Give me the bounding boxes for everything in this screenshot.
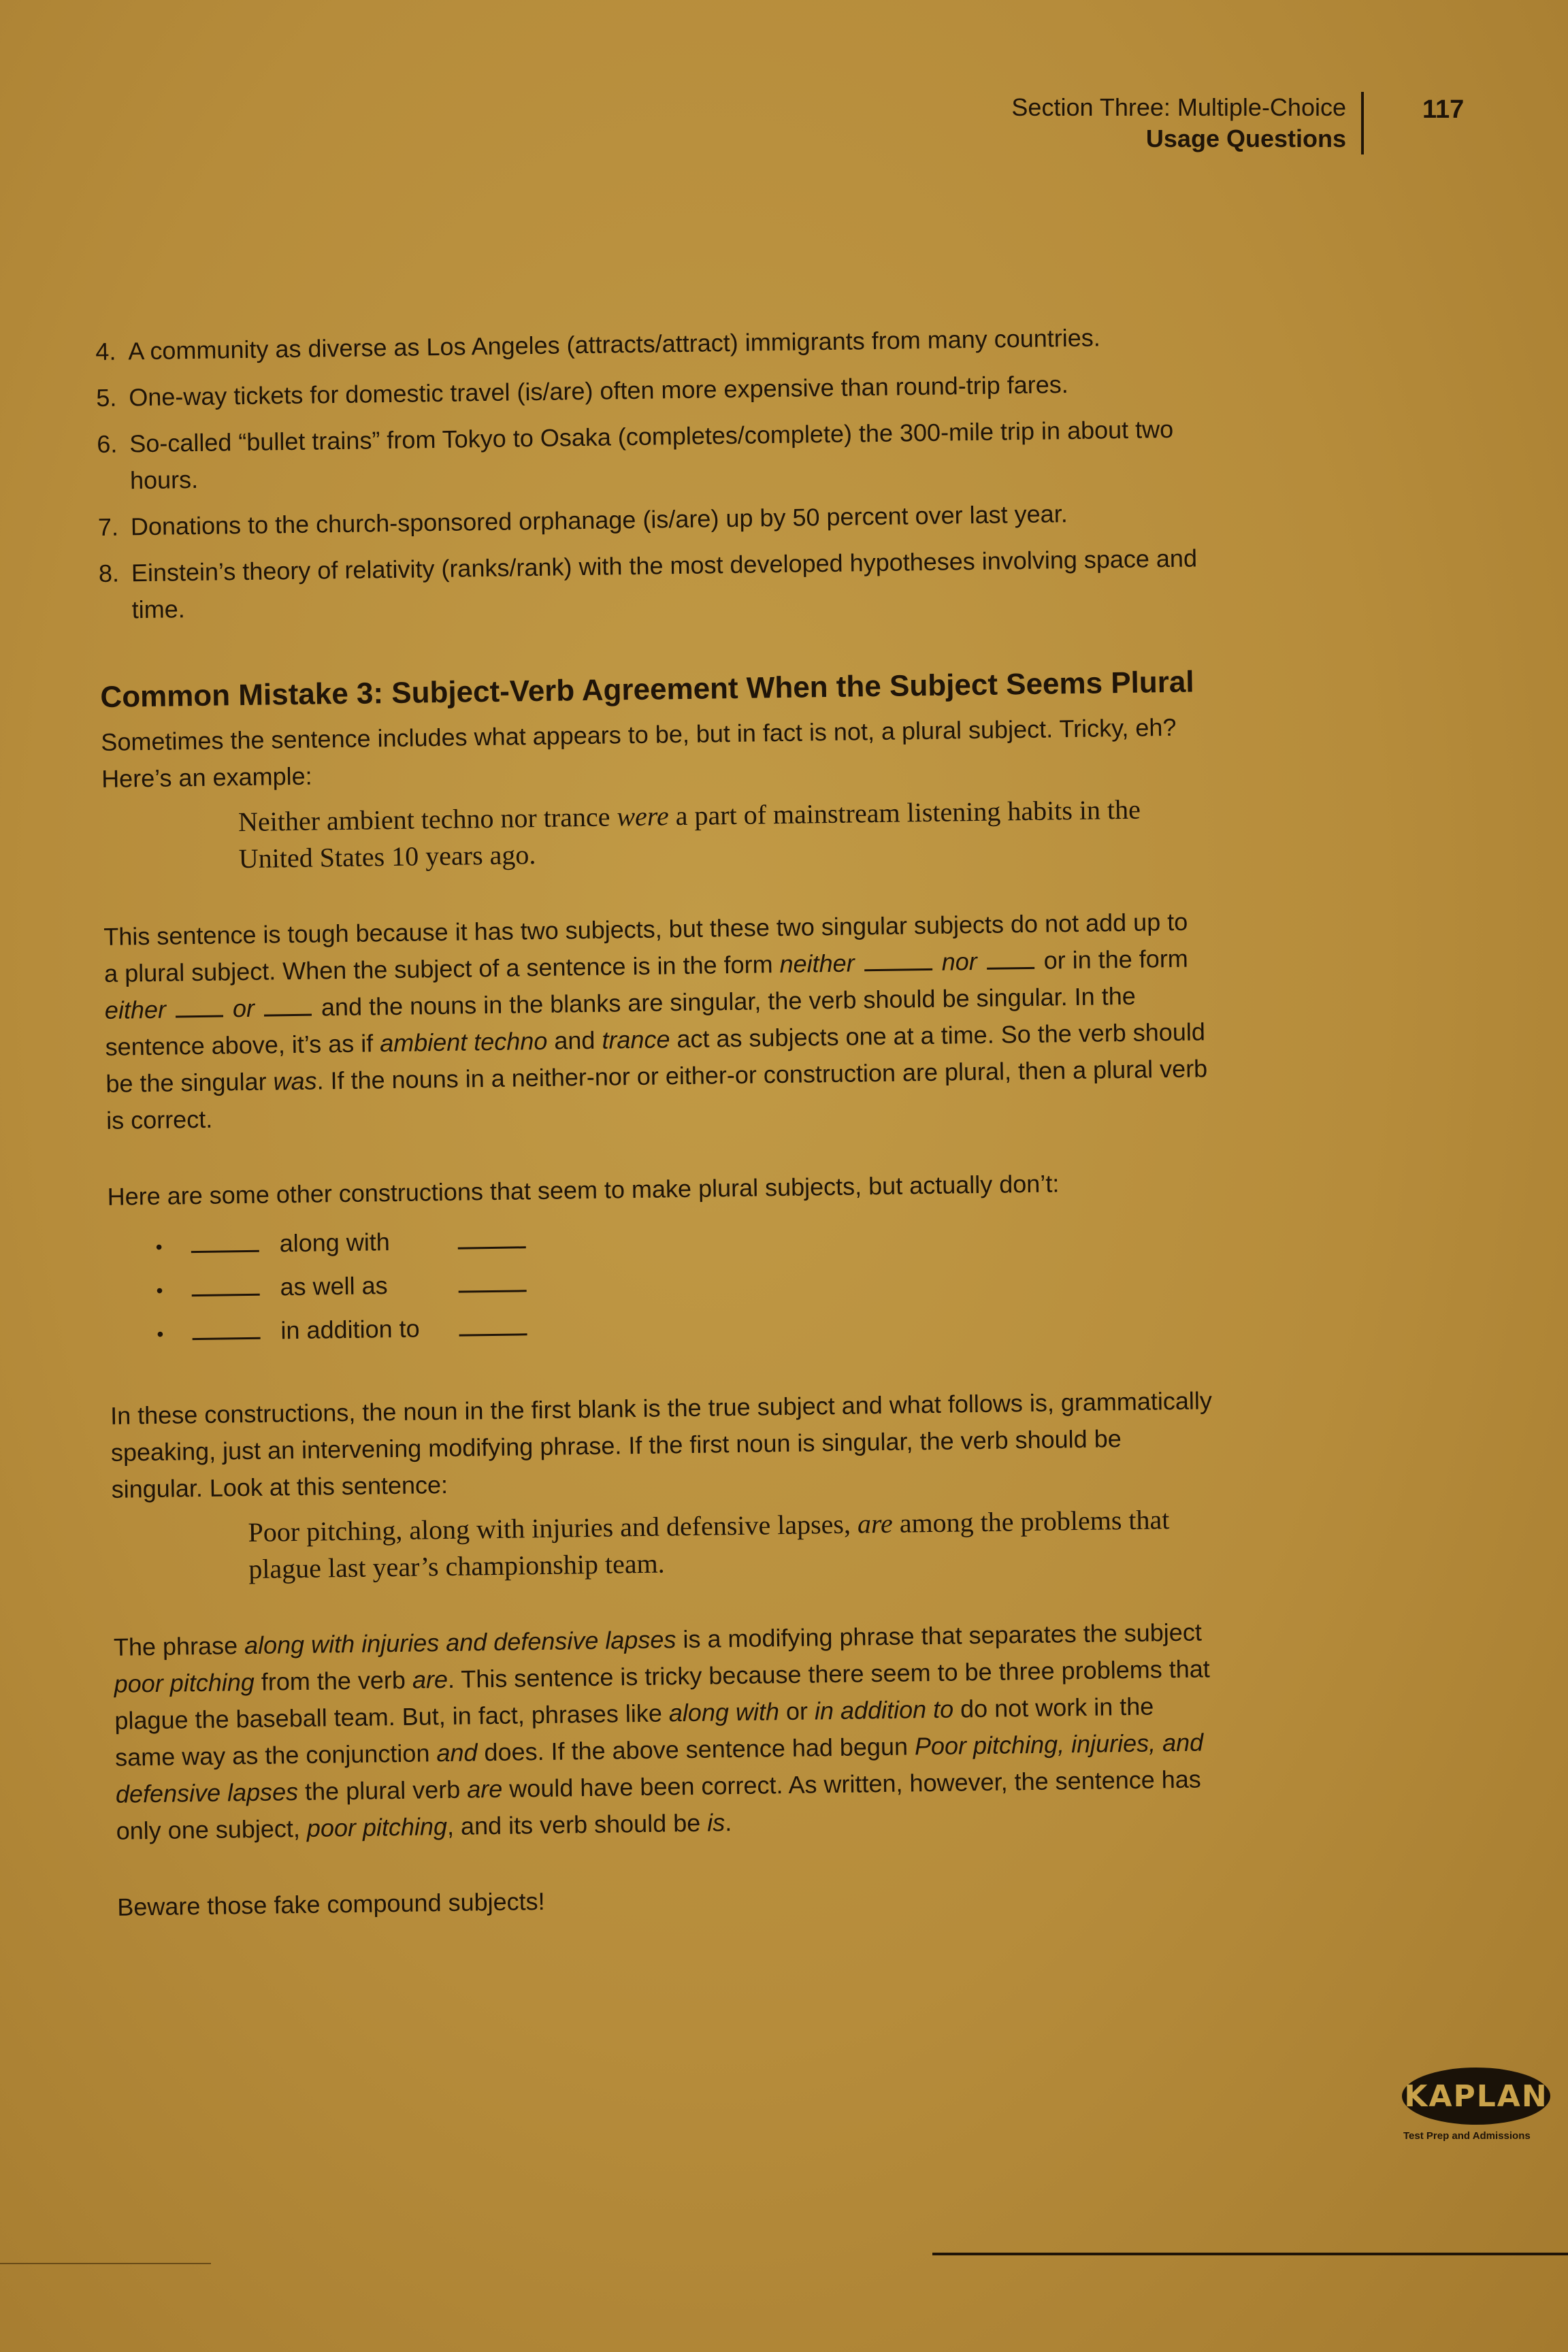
fill-blank: [191, 1271, 260, 1296]
em-term: poor pitching: [306, 1812, 448, 1842]
em-term: neither: [779, 949, 855, 979]
text-run: .: [724, 1808, 732, 1837]
explanation-paragraph-2: Here are some other constructions that seem to make plural subjects, but actually don’t:: [107, 1169, 1060, 1211]
example-sentence-2: [248, 1501, 1215, 1588]
text-run: . This sentence is tricky because there seem to be three problems that plague the baseball team. But, in fact, phrases like: [114, 1654, 1211, 1735]
question-item: [97, 410, 1200, 500]
construction-phrase: in addition to: [280, 1314, 420, 1345]
em-term: Poor pitching, injuries, and defensive lapses: [115, 1728, 1204, 1808]
explanation-paragraph-1: [103, 903, 1209, 1139]
intro-paragraph: Sometimes the sentence includes what appears to be, but in fact is not, a plural subject. Tricky, eh? Here’s an example:: [101, 713, 1177, 793]
em-term: in addition to: [814, 1695, 954, 1725]
closing-line: Beware those fake compound subjects!: [117, 1887, 545, 1921]
explanation-paragraph-3: In these constructions, the noun in the first blank is the true subject and what follows is, grammatically speaking, just an intervening modifying phrase. If the first noun is singular, the verb should be singular. Look at this sentence:: [110, 1386, 1213, 1503]
text-run: do not work in the same way as the conjunction: [114, 1692, 1154, 1771]
question-number: 8.: [98, 559, 120, 587]
example-verb: are: [857, 1507, 894, 1539]
section-title-line1: Section Three: Multiple-Choice: [1011, 93, 1346, 121]
construction-list: [155, 1212, 1212, 1358]
bottom-rule-right: [932, 2253, 1568, 2255]
fill-blank: [191, 1227, 259, 1253]
question-number: 6.: [96, 429, 118, 458]
em-term: trance: [602, 1025, 670, 1054]
em-term: either: [104, 995, 167, 1024]
fill-blank: [864, 948, 932, 971]
fill-blank: [459, 1310, 527, 1336]
bullet-icon: •: [157, 1323, 164, 1345]
text-run: is a modifying phrase that separates the subject: [676, 1618, 1203, 1654]
question-number: 4.: [95, 337, 116, 365]
fill-blank: [457, 1223, 526, 1249]
example-text: Neither ambient techno nor trance: [238, 801, 617, 838]
text-run: The phrase: [113, 1631, 245, 1661]
section-title-line2: Usage Questions: [1145, 125, 1346, 152]
em-term: are: [412, 1665, 448, 1694]
em-term: poor pitching: [114, 1667, 255, 1698]
em-term: ambient techno: [379, 1026, 548, 1058]
question-text: A community as diverse as Los Angeles (attracts/attract) immigrants from many countries.: [128, 323, 1101, 365]
question-item: [99, 540, 1202, 629]
em-term: are: [466, 1774, 503, 1803]
example-text: a part of mainstream listening habits in the United States 10 years ago.: [238, 794, 1141, 875]
fill-blank: [192, 1314, 261, 1340]
section-heading: Common Mistake 3: Subject-Verb Agreement When the Subject Seems Plural: [100, 665, 1194, 714]
text-run: would have been correct. As written, however, the sentence has only one subject,: [116, 1765, 1202, 1845]
kaplan-logo: KAPLAN: [1402, 2068, 1550, 2125]
text-run: and the nouns in the blanks are singular, the verb should be singular. In the sentence above, it’s as if: [105, 981, 1136, 1061]
fill-blank: [986, 947, 1034, 970]
em-term: nor: [941, 947, 977, 976]
em-term: and: [436, 1738, 478, 1767]
text-run: . If the nouns in a neither-nor or either-or construction are plural, then a plural verb is correct.: [105, 1054, 1208, 1134]
page-body: [95, 318, 1220, 1925]
fill-blank: [176, 994, 223, 1017]
bottom-rule-left: [0, 2263, 211, 2264]
example-text: Poor pitching, along with injuries and defensive lapses,: [248, 1508, 858, 1548]
bullet-icon: •: [156, 1279, 163, 1301]
em-term: was: [273, 1066, 317, 1096]
example-text: among the problems that plague last year’s championship team.: [248, 1504, 1170, 1585]
text-run: the plural verb: [297, 1775, 468, 1806]
text-run: , and its verb should be: [446, 1808, 708, 1840]
question-item: [96, 364, 1199, 416]
bullet-icon: •: [155, 1236, 163, 1258]
em-term: or: [232, 994, 255, 1023]
em-term: along with: [668, 1697, 780, 1727]
text-run: or in the form: [1036, 944, 1189, 975]
question-text: Einstein’s theory of relativity (ranks/rank) with the most developed hypotheses involving space and time.: [131, 544, 1198, 624]
question-number: 7.: [97, 512, 119, 541]
text-run: from the verb: [254, 1665, 413, 1696]
text-run: or: [779, 1697, 815, 1726]
text-run: act as subjects one at a time. So the verb should be the singular: [105, 1017, 1206, 1098]
explanation-paragraph-4: [114, 1614, 1219, 1850]
question-number: 5.: [96, 383, 117, 412]
example-sentence-1: [238, 790, 1205, 877]
text-run: does. If the above sentence had begun: [477, 1732, 915, 1767]
question-text: So-called “bullet trains” from Tokyo to Osaka (completes/complete) the 300-mile trip in about two hours.: [129, 414, 1174, 495]
text-run: and: [547, 1026, 602, 1055]
example-verb: were: [617, 800, 670, 832]
construction-phrase: as well as: [280, 1271, 388, 1301]
text-run: This sentence is tough because it has two subjects, but these two singular subjects do not add up to a plural subject. When the subject of a sentence is in the form: [103, 907, 1188, 987]
page-number: 117: [1422, 95, 1465, 124]
question-item: [98, 493, 1201, 546]
question-text: One-way tickets for domestic travel (is/are) often more expensive than round-trip fares.: [129, 370, 1069, 412]
fill-blank: [264, 994, 312, 1017]
em-term: along with injuries and defensive lapses: [244, 1625, 676, 1660]
logo-tagline: Test Prep and Admissions: [1403, 2130, 1531, 2142]
question-list: [95, 318, 1202, 629]
question-text: Donations to the church-sponsored orphanage (is/are) up by 50 percent over last year.: [130, 500, 1068, 541]
construction-phrase: along with: [279, 1228, 391, 1258]
running-header: [1011, 92, 1364, 154]
question-item: [95, 318, 1198, 370]
em-term: is: [706, 1808, 725, 1837]
fill-blank: [458, 1267, 527, 1292]
